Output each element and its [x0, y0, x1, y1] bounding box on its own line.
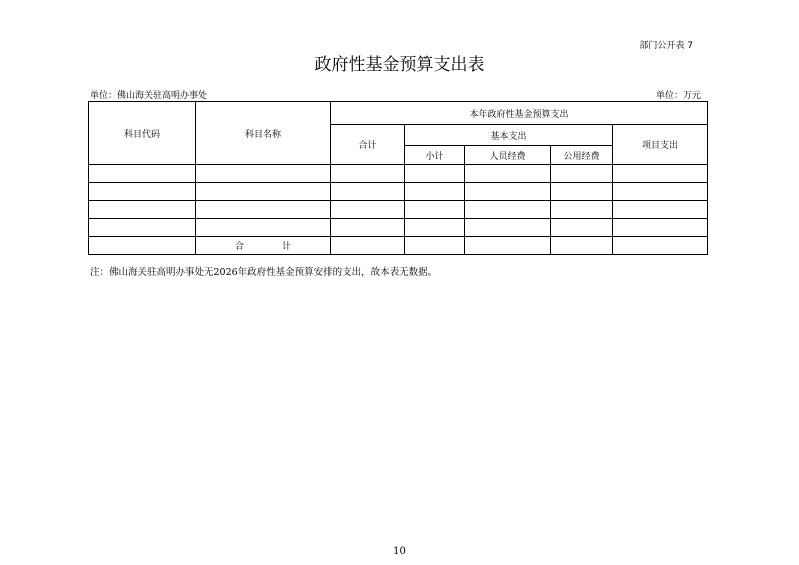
header-project-expenditure: 项目支出 — [613, 125, 708, 165]
table-cell — [89, 237, 196, 255]
table-cell — [196, 201, 331, 219]
table-cell — [551, 237, 613, 255]
page-title: 政府性基金预算支出表 — [314, 55, 485, 75]
total-label — [196, 237, 331, 255]
table-row — [89, 165, 708, 183]
table-cell — [405, 237, 465, 255]
table-cell — [89, 219, 196, 237]
table-cell — [196, 219, 331, 237]
table-cell — [331, 219, 405, 237]
table-cell — [89, 165, 196, 183]
table-cell — [551, 219, 613, 237]
header-personnel-expenses: 人员经费 — [465, 146, 551, 165]
table-cell — [331, 165, 405, 183]
table-cell — [196, 165, 331, 183]
table-cell — [551, 183, 613, 201]
header-public-expenses: 公用经费 — [551, 146, 613, 165]
table-row — [89, 219, 708, 237]
table-cell — [465, 237, 551, 255]
table-cell — [613, 201, 708, 219]
table-cell — [405, 201, 465, 219]
table-cell — [331, 237, 405, 255]
budget-table — [88, 101, 708, 255]
table-cell — [613, 183, 708, 201]
table-row — [89, 183, 708, 201]
header-total: 合计 — [331, 125, 405, 165]
table-cell — [405, 165, 465, 183]
table-cell — [196, 183, 331, 201]
header-subject-name: 科目名称 — [196, 102, 331, 165]
currency-unit: 单位：万元 — [655, 91, 701, 101]
table-cell — [613, 165, 708, 183]
footnote: 注：佛山海关驻高明办事处无2026年政府性基金预算安排的支出，故本表无数据。 — [90, 267, 438, 278]
header-basic-expenditure: 基本支出 — [405, 125, 613, 146]
table-cell — [405, 183, 465, 201]
total-label-char-1: 合 — [234, 242, 244, 252]
header-row-1 — [89, 102, 708, 125]
table-cell — [331, 201, 405, 219]
table-cell — [405, 219, 465, 237]
table-cell — [613, 237, 708, 255]
table-cell — [551, 201, 613, 219]
table-cell — [465, 219, 551, 237]
table-number-label: 部门公开表 7 — [639, 41, 693, 51]
organization-unit: 单位：佛山海关驻高明办事处 — [90, 91, 208, 101]
table-cell — [551, 165, 613, 183]
table-cell — [89, 201, 196, 219]
header-subtotal: 小计 — [405, 146, 465, 165]
total-row — [89, 237, 708, 255]
table-cell — [331, 183, 405, 201]
header-annual-expenditure: 本年政府性基金预算支出 — [331, 102, 708, 125]
table-row — [89, 201, 708, 219]
table-cell — [613, 219, 708, 237]
table-cell — [465, 183, 551, 201]
total-label-char-2: 计 — [282, 242, 292, 252]
header-subject-code: 科目代码 — [89, 102, 196, 165]
table-cell — [465, 165, 551, 183]
page-number: 10 — [393, 546, 406, 557]
table-cell — [89, 183, 196, 201]
table-cell — [465, 201, 551, 219]
